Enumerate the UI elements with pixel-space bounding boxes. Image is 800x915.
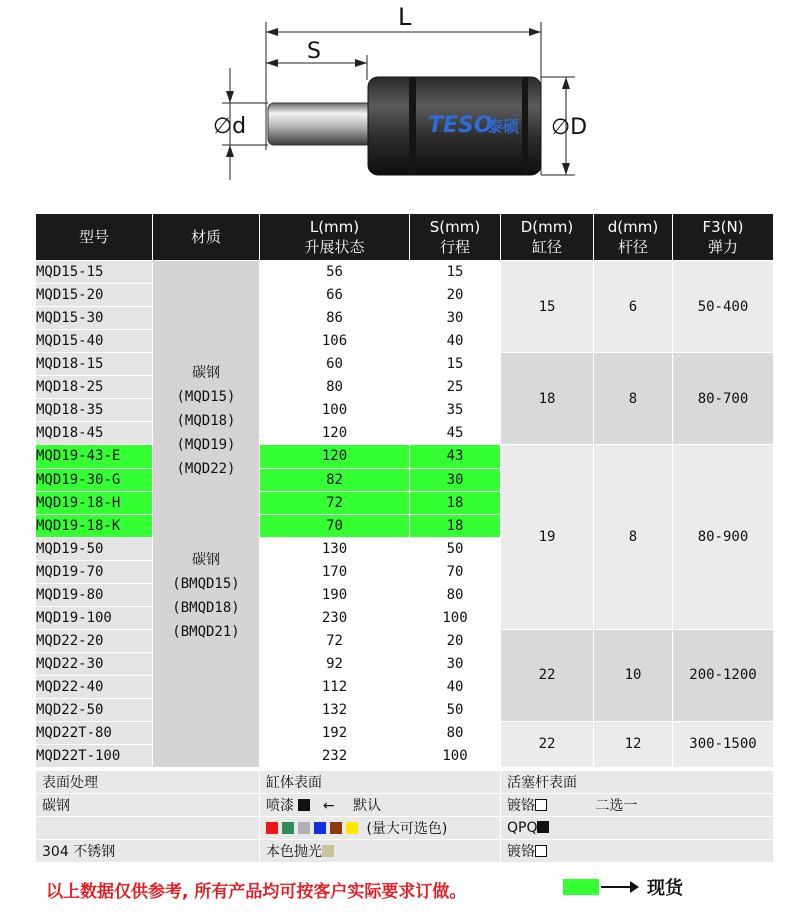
S-cell: 35 [410,399,501,422]
table-row [36,261,774,284]
surface-carbon-body: 喷漆 ← 默认 [260,794,501,817]
group-D-cell: 22 [501,629,594,721]
surface-header-body: 缸体表面 [260,771,501,794]
S-cell: 45 [410,422,501,445]
model-cell: MQD18-15 [36,353,153,376]
group-F-cell: 200-1200 [673,629,774,721]
checkbox-empty-icon [535,845,547,857]
header-model: 型号 [36,214,153,261]
L-cell: 72 [260,629,410,652]
model-cell: MQD22-40 [36,675,153,698]
group-F-cell: 50-400 [673,261,774,353]
surface-header-row [36,771,774,794]
material-line: (MQD15) [176,389,236,405]
table-row [36,353,774,376]
L-cell: 190 [260,583,410,606]
model-cell: MQD15-30 [36,307,153,330]
surface-color-options: (量大可选色) [260,817,501,840]
stock-legend [563,877,683,897]
S-cell: 20 [410,629,501,652]
model-cell: MQD19-100 [36,606,153,629]
spec-table [35,213,774,768]
S-cell: 40 [410,675,501,698]
S-cell: 15 [410,261,501,284]
stock-legend-label: 现货 [647,878,683,899]
model-cell: MQD18-25 [36,376,153,399]
L-cell: 70 [260,514,410,537]
color-swatch [346,822,358,834]
L-cell: 192 [260,721,410,744]
L-cell: 72 [260,491,410,514]
group-D-cell: 19 [501,445,594,629]
surface-qpq: QPQ [501,817,774,840]
material-line: (BMQD18) [172,600,240,616]
header-L: L(mm) 升展状态 [260,214,410,261]
S-cell: 15 [410,353,501,376]
model-cell: MQD22T-80 [36,721,153,744]
material-line: 碳钢 [192,552,220,568]
S-cell: 70 [410,560,501,583]
brand-logo-cn: 泰硕 [487,117,520,136]
L-cell: 130 [260,537,410,560]
dim-d-label: ∅d [213,114,247,139]
L-cell: 56 [260,261,410,284]
model-cell: MQD19-18-K [36,514,153,537]
L-cell: 230 [260,606,410,629]
S-cell: 100 [410,745,501,768]
surface-carbon-label: 碳钢 [36,794,260,817]
surface-carbon-rod: 镀铬 二选一 [501,794,774,817]
left-arrow-icon: ← [322,798,335,814]
surface-stainless-label: 304 不锈钢 [36,840,260,863]
S-cell: 80 [410,721,501,744]
L-cell: 112 [260,675,410,698]
model-cell: MQD19-50 [36,537,153,560]
color-swatch [330,822,342,834]
material-line: (BMQD15) [172,576,240,592]
group-d-cell: 10 [594,629,673,721]
model-cell: MQD22-20 [36,629,153,652]
L-cell: 232 [260,745,410,768]
material-line: (MQD18) [176,413,236,429]
dim-D-label: ∅D [551,115,588,140]
L-cell: 92 [260,652,410,675]
L-cell: 106 [260,330,410,353]
S-cell: 30 [410,468,501,491]
header-S: S(mm) 行程 [410,214,501,261]
brand-logo: TESO [428,113,493,138]
header-D: D(mm) 缸径 [501,214,594,261]
S-cell: 50 [410,698,501,721]
table-row [36,721,774,744]
black-square-icon [298,799,310,811]
L-cell: 132 [260,698,410,721]
spec-table-body [36,261,774,768]
L-cell: 66 [260,284,410,307]
polish-color-icon [322,845,334,857]
S-cell: 18 [410,491,501,514]
header-material: 材质 [153,214,260,261]
L-cell: 86 [260,307,410,330]
S-cell: 18 [410,514,501,537]
surface-header-treatment: 表面处理 [36,771,260,794]
header-F: F3(N) 弹力 [673,214,774,261]
S-cell: 80 [410,583,501,606]
L-cell: 120 [260,445,410,468]
model-cell: MQD19-43-E [36,445,153,468]
L-cell: 80 [260,376,410,399]
S-cell: 30 [410,652,501,675]
surface-stainless-body: 本色抛光 [260,840,501,863]
S-cell: 40 [410,330,501,353]
surface-row-carbon [36,794,774,817]
surface-header-rod: 活塞杆表面 [501,771,774,794]
color-swatches [266,821,362,837]
dim-S-label: S [307,39,321,64]
group-F-cell: 80-900 [673,445,774,629]
table-row [36,629,774,652]
dim-L-label: L [398,3,412,31]
material-line: 碳钢 [192,365,220,381]
surface-table [35,770,774,863]
S-cell: 25 [410,376,501,399]
L-cell: 60 [260,353,410,376]
material-line: (MQD19) [176,437,236,453]
group-D-cell: 22 [501,721,594,767]
group-d-cell: 12 [594,721,673,767]
model-cell: MQD19-18-H [36,491,153,514]
black-square-icon [537,821,549,833]
color-swatch [314,822,326,834]
surface-row-stainless [36,840,774,863]
L-cell: 120 [260,422,410,445]
model-cell: MQD22-30 [36,652,153,675]
group-d-cell: 8 [594,353,673,445]
header-d: d(mm) 杆径 [594,214,673,261]
gas-spring-diagram [0,0,800,205]
group-D-cell: 15 [501,261,594,353]
S-cell: 50 [410,537,501,560]
material-line: (BMQD21) [172,624,240,640]
stock-green-swatch [563,879,599,895]
surface-row-color [36,817,774,840]
model-cell: MQD15-15 [36,261,153,284]
color-swatch [282,822,294,834]
model-cell: MQD15-20 [36,284,153,307]
S-cell: 43 [410,445,501,468]
S-cell: 30 [410,307,501,330]
S-cell: 20 [410,284,501,307]
footer-note: 以上数据仅供参考, 所有产品均可按客户实际要求订做。 [46,882,467,902]
right-arrow-icon [601,886,637,888]
model-cell: MQD19-80 [36,583,153,606]
material-cell [153,261,260,768]
surface-stainless-rod: 镀铬 [501,840,774,863]
table-row [36,445,774,468]
L-cell: 170 [260,560,410,583]
color-swatch [266,822,278,834]
group-F-cell: 300-1500 [673,721,774,767]
spec-table-header [36,214,774,261]
L-cell: 82 [260,468,410,491]
model-cell: MQD18-35 [36,399,153,422]
model-cell: MQD15-40 [36,330,153,353]
group-F-cell: 80-700 [673,353,774,445]
group-d-cell: 8 [594,445,673,629]
model-cell: MQD18-45 [36,422,153,445]
group-d-cell: 6 [594,261,673,353]
S-cell: 100 [410,606,501,629]
L-cell: 100 [260,399,410,422]
group-D-cell: 18 [501,353,594,445]
material-line: (MQD22) [176,461,236,477]
model-cell: MQD22T-100 [36,745,153,768]
model-cell: MQD19-70 [36,560,153,583]
checkbox-empty-icon [535,799,547,811]
piston-rod [268,103,372,145]
model-cell: MQD19-30-G [36,468,153,491]
model-cell: MQD22-50 [36,698,153,721]
color-swatch [298,822,310,834]
